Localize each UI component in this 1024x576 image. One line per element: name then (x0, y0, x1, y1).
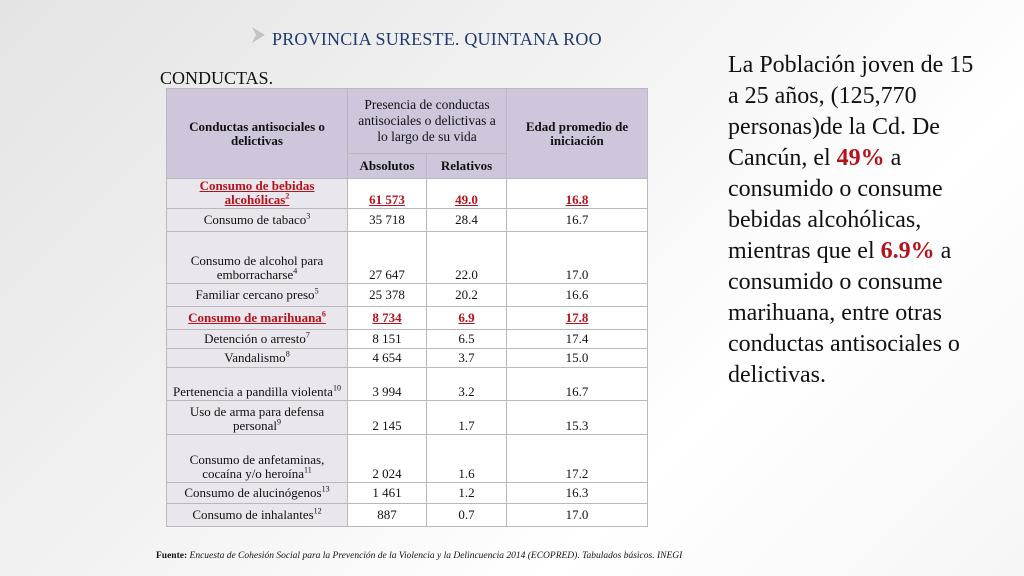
table-row (167, 179, 648, 209)
row-label (167, 435, 348, 483)
average-age-value: 16.8 (507, 179, 648, 209)
row-label (167, 330, 348, 349)
absolute-value: 35 718 (348, 209, 427, 232)
absolute-value: 61 573 (348, 179, 427, 209)
footnote-marker: 10 (332, 383, 341, 393)
footnote-marker: 12 (313, 506, 322, 516)
table-row (167, 307, 648, 330)
relative-value: 6.5 (427, 330, 507, 349)
source-lead: Fuente: (156, 551, 188, 561)
row-label-text: Consumo de alucinógenos (184, 485, 322, 500)
relative-value: 1.6 (427, 435, 507, 483)
relative-value: 28.4 (427, 209, 507, 232)
alcohol-percentage: 49% (836, 145, 885, 171)
average-age-value: 16.6 (507, 284, 648, 307)
table-row (167, 483, 648, 504)
average-age-value: 15.3 (507, 401, 648, 435)
footnote-marker: 6 (321, 309, 326, 319)
row-label-text: Consumo de marihuana (188, 310, 322, 325)
row-label (167, 284, 348, 307)
table-row (167, 330, 648, 349)
footnote-marker: 3 (306, 211, 311, 221)
relative-value: 3.7 (427, 349, 507, 368)
commentary-part-3: a consumido o consume marihuana, entre otras conductas antisociales o delictivas. (728, 238, 960, 388)
absolute-value: 2 145 (348, 401, 427, 435)
row-label (167, 349, 348, 368)
row-label-text: Pertenencia a pandilla violenta (173, 384, 333, 399)
row-label-text: Consumo de anfetaminas, cocaína y/o heroína (189, 452, 325, 481)
header-average-age: Edad promedio de iniciación (507, 89, 648, 179)
source-footnote (156, 551, 682, 561)
row-label-text: Familiar cercano preso (195, 287, 315, 302)
footnote-marker: 9 (277, 417, 282, 427)
header-relatives: Relativos (427, 154, 507, 179)
average-age-value: 16.7 (507, 209, 648, 232)
absolute-value: 2 024 (348, 435, 427, 483)
row-label (167, 179, 348, 209)
row-label (167, 368, 348, 401)
row-label-text: Consumo de tabaco (203, 212, 307, 227)
row-label-text: Vandalismo (224, 350, 286, 365)
relative-value: 49.0 (427, 179, 507, 209)
conducts-table (166, 88, 648, 527)
row-label (167, 401, 348, 435)
footnote-marker: 2 (285, 191, 290, 201)
relative-value: 6.9 (427, 307, 507, 330)
relative-value: 1.2 (427, 483, 507, 504)
absolute-value: 887 (348, 504, 427, 527)
row-label (167, 209, 348, 232)
relative-value: 3.2 (427, 368, 507, 401)
row-label-text: Consumo de inhalantes (192, 507, 314, 522)
header-presence: Presencia de conductas antisociales o delictivas a lo largo de su vida (348, 89, 507, 154)
row-label (167, 232, 348, 284)
footnote-marker: 13 (321, 484, 330, 494)
average-age-value: 17.0 (507, 232, 648, 284)
footnote-marker: 5 (314, 286, 319, 296)
header-absolutes: Absolutos (348, 154, 427, 179)
commentary-text (728, 50, 978, 391)
average-age-value: 17.2 (507, 435, 648, 483)
table-row (167, 284, 648, 307)
marijuana-percentage: 6.9% (880, 238, 935, 264)
footnote-marker: 8 (285, 349, 290, 359)
average-age-value: 16.3 (507, 483, 648, 504)
header-conducts: Conductas antisociales o delictivas (167, 89, 348, 179)
absolute-value: 1 461 (348, 483, 427, 504)
average-age-value: 17.0 (507, 504, 648, 527)
table-row (167, 435, 648, 483)
section-subtitle: CONDUCTAS. (160, 68, 274, 88)
relative-value: 1.7 (427, 401, 507, 435)
row-label-text: Detención o arresto (204, 331, 306, 346)
average-age-value: 16.7 (507, 368, 648, 401)
commentary-part-1: La Población joven de 15 a 25 años, (125,770 personas)de la Cd. De Cancún, el (728, 52, 974, 171)
footnote-marker: 11 (304, 465, 312, 475)
footnote-marker: 4 (293, 266, 298, 276)
table-row (167, 504, 648, 527)
table-row (167, 401, 648, 435)
title-bullet-arrow-icon (252, 27, 265, 43)
row-label (167, 307, 348, 330)
row-label (167, 504, 348, 527)
relative-value: 0.7 (427, 504, 507, 527)
absolute-value: 8 151 (348, 330, 427, 349)
row-label-text: Consumo de alcohol para emborracharse (190, 253, 324, 282)
absolute-value: 27 647 (348, 232, 427, 284)
average-age-value: 17.8 (507, 307, 648, 330)
source-text: Encuesta de Cohesión Social para la Prevención de la Violencia y la Delincuencia 2014 (ECOPRED). Tabulados básicos. INEGI (189, 551, 683, 561)
commentary-part-2: a consumido o consume bebidas alcohólicas, mientras que el (728, 145, 943, 264)
absolute-value: 3 994 (348, 368, 427, 401)
row-label-text: Consumo de bebidas alcohólicas (199, 178, 315, 207)
table-row (167, 349, 648, 368)
row-label-text: Uso de arma para defensa personal (189, 404, 325, 433)
average-age-value: 15.0 (507, 349, 648, 368)
absolute-value: 4 654 (348, 349, 427, 368)
table-row (167, 232, 648, 284)
row-label (167, 483, 348, 504)
absolute-value: 8 734 (348, 307, 427, 330)
table-row (167, 368, 648, 401)
relative-value: 20.2 (427, 284, 507, 307)
average-age-value: 17.4 (507, 330, 648, 349)
footnote-marker: 7 (305, 330, 310, 340)
slide-title: PROVINCIA SURESTE. QUINTANA ROO (272, 29, 602, 49)
relative-value: 22.0 (427, 232, 507, 284)
table-row (167, 209, 648, 232)
absolute-value: 25 378 (348, 284, 427, 307)
